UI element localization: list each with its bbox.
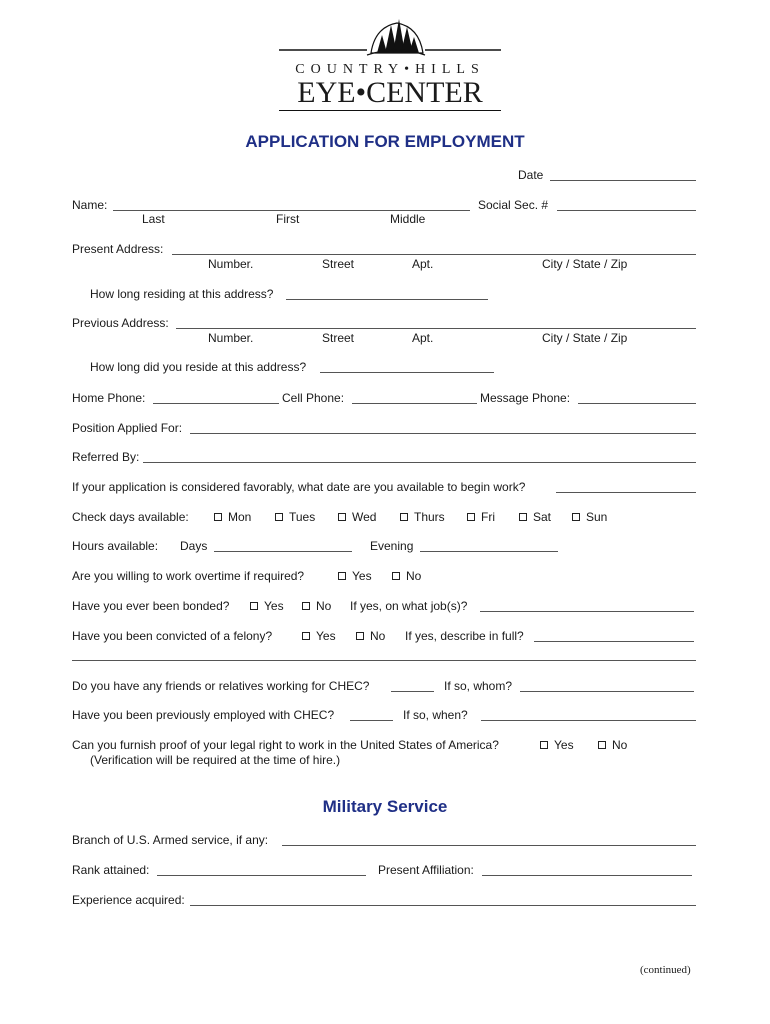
day-thurs-checkbox[interactable]	[400, 510, 445, 524]
how-long-did-reside-field[interactable]	[320, 372, 494, 373]
cell-phone-field[interactable]	[352, 403, 477, 404]
present-sub-city: City / State / Zip	[542, 257, 628, 271]
bonded-question: Have you ever been bonded?	[72, 599, 230, 613]
checkbox-icon	[572, 513, 580, 521]
checkbox-icon	[598, 741, 606, 749]
ssn-label: Social Sec. #	[478, 198, 549, 212]
checkbox-icon	[214, 513, 222, 521]
days-label: Check days available:	[72, 510, 189, 524]
present-sub-number: Number.	[208, 257, 254, 271]
present-sub-apt: Apt.	[412, 257, 434, 271]
day-wed-label: Wed	[352, 510, 377, 524]
affiliation-field[interactable]	[482, 875, 692, 876]
branch-label: Branch of U.S. Armed service, if any:	[72, 833, 269, 847]
bonded-followup-field[interactable]	[480, 611, 694, 612]
present-address-field[interactable]	[172, 254, 696, 255]
experience-label: Experience acquired:	[72, 893, 185, 907]
day-sat-label: Sat	[533, 510, 552, 524]
day-tues-label: Tues	[289, 510, 316, 524]
branch-field[interactable]	[282, 845, 696, 846]
checkbox-icon	[392, 572, 400, 580]
name-sub-last: Last	[142, 212, 165, 226]
legal-no-label: No	[612, 738, 628, 752]
name-sub-first: First	[276, 212, 300, 226]
continued-note: (continued)	[640, 964, 691, 976]
present-address-label: Present Address:	[72, 242, 164, 256]
day-sat-checkbox[interactable]	[519, 510, 551, 524]
previous-address-field[interactable]	[176, 328, 696, 329]
friends-followup-field[interactable]	[520, 691, 694, 692]
overtime-no-label: No	[406, 569, 422, 583]
legal-question: Can you furnish proof of your legal right to work in the United States of America?	[72, 738, 499, 752]
bonded-yes-label: Yes	[264, 599, 284, 613]
day-fri-label: Fri	[481, 510, 495, 524]
present-sub-street: Street	[322, 257, 355, 271]
message-phone-label: Message Phone:	[480, 391, 571, 405]
legal-yes-checkbox[interactable]	[540, 738, 574, 752]
name-label: Name:	[72, 198, 108, 212]
home-phone-label: Home Phone:	[72, 391, 146, 405]
day-tues-checkbox[interactable]	[275, 510, 315, 524]
referred-field[interactable]	[143, 462, 696, 463]
previous-sub-apt: Apt.	[412, 331, 434, 345]
name-field[interactable]	[113, 210, 470, 211]
previous-sub-number: Number.	[208, 331, 254, 345]
checkbox-icon	[356, 632, 364, 640]
legal-note: (Verification will be required at the time of hire.)	[90, 753, 341, 767]
hours-days-label: Days	[180, 539, 208, 553]
previous-address-label: Previous Address:	[72, 316, 169, 330]
how-long-did-reside-label: How long did you reside at this address?	[90, 360, 307, 374]
overtime-yes-label: Yes	[352, 569, 372, 583]
checkbox-icon	[302, 632, 310, 640]
felony-followup-field[interactable]	[534, 641, 694, 642]
employed-question: Have you been previously employed with CHEC?	[72, 708, 335, 722]
date-label: Date	[518, 168, 544, 182]
referred-label: Referred By:	[72, 450, 140, 464]
checkbox-icon	[338, 513, 346, 521]
bonded-no-checkbox[interactable]	[302, 599, 331, 613]
name-sub-middle: Middle	[390, 212, 426, 226]
felony-followup: If yes, describe in full?	[405, 629, 524, 643]
affiliation-label: Present Affiliation:	[378, 863, 474, 877]
legal-yes-label: Yes	[554, 738, 574, 752]
felony-yes-label: Yes	[316, 629, 336, 643]
friends-answer-field[interactable]	[391, 691, 434, 692]
checkbox-icon	[338, 572, 346, 580]
home-phone-field[interactable]	[153, 403, 279, 404]
position-field[interactable]	[190, 433, 696, 434]
how-long-residing-field[interactable]	[286, 299, 488, 300]
employed-followup: If so, when?	[403, 708, 468, 722]
rank-label: Rank attained:	[72, 863, 150, 877]
logo-line2: EYE•CENTER	[297, 76, 483, 109]
previous-sub-city: City / State / Zip	[542, 331, 628, 345]
hours-days-field[interactable]	[214, 551, 352, 552]
checkbox-icon	[467, 513, 475, 521]
day-fri-checkbox[interactable]	[467, 510, 495, 524]
overtime-yes-checkbox[interactable]	[338, 569, 372, 583]
checkbox-icon	[400, 513, 408, 521]
felony-question: Have you been convicted of a felony?	[72, 629, 273, 643]
available-date-field[interactable]	[556, 492, 696, 493]
employed-followup-field[interactable]	[481, 720, 696, 721]
date-field[interactable]	[550, 180, 696, 181]
how-long-residing-label: How long residing at this address?	[90, 287, 274, 301]
available-date-label: If your application is considered favorably, what date are you available to begin work?	[72, 480, 526, 494]
pine-trees-icon	[275, 15, 505, 65]
bonded-yes-checkbox[interactable]	[250, 599, 284, 613]
hours-label: Hours available:	[72, 539, 159, 553]
cell-phone-label: Cell Phone:	[282, 391, 345, 405]
overtime-no-checkbox[interactable]	[392, 569, 421, 583]
felony-yes-checkbox[interactable]	[302, 629, 336, 643]
rank-field[interactable]	[157, 875, 366, 876]
checkbox-icon	[540, 741, 548, 749]
day-mon-label: Mon	[228, 510, 252, 524]
bonded-no-label: No	[316, 599, 332, 613]
felony-no-checkbox[interactable]	[356, 629, 385, 643]
message-phone-field[interactable]	[578, 403, 696, 404]
position-label: Position Applied For:	[72, 421, 183, 435]
checkbox-icon	[519, 513, 527, 521]
employed-answer-field[interactable]	[350, 720, 393, 721]
logo	[275, 15, 505, 113]
felony-no-label: No	[370, 629, 386, 643]
day-wed-checkbox[interactable]	[338, 510, 376, 524]
overtime-question: Are you willing to work overtime if required?	[72, 569, 305, 583]
checkbox-icon	[275, 513, 283, 521]
logo-line1: COUNTRY•HILLS	[295, 62, 485, 77]
friends-question: Do you have any friends or relatives working for CHEC?	[72, 679, 370, 693]
ssn-field[interactable]	[557, 210, 696, 211]
friends-followup: If so, whom?	[444, 679, 513, 693]
hours-evening-label: Evening	[370, 539, 414, 553]
previous-sub-street: Street	[322, 331, 355, 345]
day-sun-checkbox[interactable]	[572, 510, 607, 524]
day-sun-label: Sun	[586, 510, 608, 524]
legal-no-checkbox[interactable]	[598, 738, 627, 752]
felony-followup-field-line2[interactable]	[72, 660, 696, 661]
bonded-followup: If yes, on what job(s)?	[350, 599, 468, 613]
military-title: Military Service	[322, 797, 448, 816]
experience-field[interactable]	[190, 905, 696, 906]
day-mon-checkbox[interactable]	[214, 510, 251, 524]
logo-underline	[279, 110, 501, 111]
checkbox-icon	[250, 602, 258, 610]
page-title: APPLICATION FOR EMPLOYMENT	[245, 132, 525, 151]
checkbox-icon	[302, 602, 310, 610]
day-thurs-label: Thurs	[414, 510, 445, 524]
hours-evening-field[interactable]	[420, 551, 558, 552]
